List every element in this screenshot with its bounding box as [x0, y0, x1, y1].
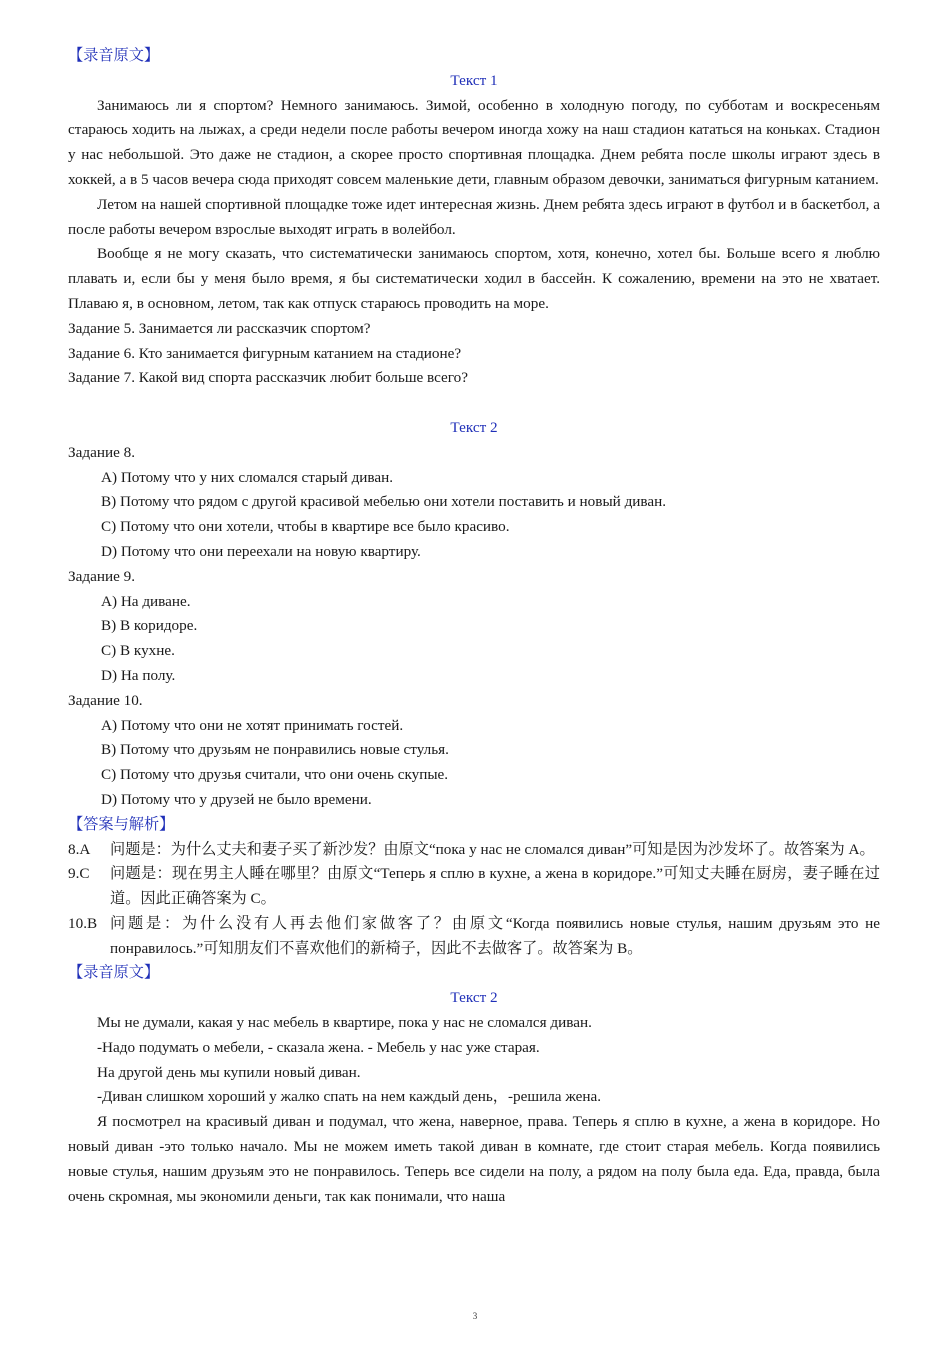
answer-option: C) В кухне. — [101, 642, 175, 660]
spacer — [68, 391, 880, 416]
answer-explanation — [68, 862, 880, 912]
answer-option: C) Потому что они хотели, чтобы в квартире все было красиво. — [101, 518, 510, 536]
dialogue-line: -Диван слишком хороший у жалко спать на нем каждый день，-решила жена. — [97, 1088, 602, 1106]
answer-option: A) На диване. — [101, 592, 191, 610]
answer-number: 8.A — [68, 840, 91, 858]
task-label: Задание 8. — [68, 443, 136, 461]
answer-text: 问题是：为什么没有人再去他们家做客了？由原文“Когда появились новые стулья, нашим друзьям это не понравилось.”可知朋友们不喜欢他们的新椅子，因此不去做客了。故答案为 B。 — [110, 914, 880, 957]
task-label: Задание 9. — [68, 567, 136, 585]
section-heading: 【录音原文】 — [68, 47, 160, 64]
task-question: Задание 5. Занимается ли рассказчик спортом? — [68, 319, 371, 337]
answer-option: D) Потому что они переехали на новую квартиру. — [101, 542, 421, 560]
answer-option: B) Потому что рядом с другой красивой мебелью они хотели поставить и новый диван. — [101, 493, 667, 511]
text-title: Текст 2 — [450, 418, 498, 436]
answer-explanation — [68, 912, 880, 962]
answers-heading: 【答案与解析】 — [68, 815, 175, 833]
answer-text: 问题是：现在男主人睡在哪里？由原文“Теперь я сплю в кухне, а жена в коридоре.”可知丈夫睡在厨房，妻子睡在过道。因此正确答案为 C。 — [110, 865, 880, 908]
answer-option: B) В коридоре. — [101, 617, 198, 635]
paragraph: Занимаюсь ли я спортом? Немного занимаюсь. Зимой, особенно в холодную погоду, по субботам и воскресеньям стараюсь ходить на лыжах, а среди недели после работы вечером иногда хожу на наш стадион кататься на коньках. Стадион у нас небольшой. Это даже не стадион, а скорее просто спортивная площадка. Днем ребята после школы играют здесь в хоккей, а в 5 часов вечера сюда приходят совсем маленькие дети, главным образом девочки, заниматься фигурным катанием. — [68, 96, 880, 188]
answer-number: 9.C — [68, 865, 90, 883]
task-question: Задание 6. Кто занимается фигурным катанием на стадионе? — [68, 344, 462, 362]
task-question: Задание 7. Какой вид спорта рассказчик любит больше всего? — [68, 369, 468, 387]
document-page — [68, 44, 880, 1209]
answer-option: A) Потому что они не хотят принимать гостей. — [101, 716, 404, 734]
answer-number: 10.B — [68, 914, 98, 932]
answer-text: 问题是：为什么丈夫和妻子买了新沙发？由原文“пока у нас не сломался диван”可知是因为沙发坏了。故答案为 A。 — [110, 840, 875, 858]
paragraph: Я посмотрел на красивый диван и подумал, что жена, наверное, права. Теперь я сплю в кухне, а жена в коридоре. Но новый диван -это только начало. Мы не можем иметь такой диван в комнате, где стоит старая мебель. Когда появились новые стулья, нашим друзьям это не понравилось. Теперь все сидели на полу, а рядом на полу была еда. Еда, правда, была очень скромная, мы экономили деньги, так как понимали, что наша — [68, 1113, 880, 1205]
paragraph: Вообще я не могу сказать, что систематически занимаюсь спортом, хотя, конечно, хотел бы. Больше всего я люблю плавать и, если бы у меня было время, я бы систематически ходил в бассейн. К сожалению, времени на это не хватает. Плаваю я, в основном, летом, так как отпуск стараюсь проводить на море. — [68, 245, 880, 312]
answer-option: A) Потому что у них сломался старый диван. — [101, 468, 394, 486]
answer-option: D) На полу. — [101, 666, 176, 684]
dialogue-line: На другой день мы купили новый диван. — [97, 1063, 361, 1081]
text-title: Текст 2 — [450, 989, 498, 1007]
paragraph: Летом на нашей спортивной площадке тоже идет интересная жизнь. Днем ребята здесь играют в футбол и в баскетбол, а после работы вечером взрослые выходят играть в волейбол. — [68, 195, 880, 238]
answer-explanation — [68, 838, 880, 863]
answer-option: D) Потому что у друзей не было времени. — [101, 790, 372, 808]
dialogue-line: -Надо подумать о мебели, - сказала жена. - Мебель у нас уже старая. — [97, 1038, 540, 1056]
answer-option: C) Потому что друзья считали, что они очень скупые. — [101, 766, 449, 784]
answer-option: B) Потому что друзьям не понравились новые стулья. — [101, 741, 449, 759]
task-label: Задание 10. — [68, 691, 143, 709]
text-title: Текст 1 — [450, 71, 498, 89]
dialogue-line: Мы не думали, какая у нас мебель в квартире, пока у нас не сломался диван. — [97, 1014, 592, 1032]
page-number: 3 — [472, 1311, 478, 1321]
section-heading: 【录音原文】 — [68, 964, 160, 982]
